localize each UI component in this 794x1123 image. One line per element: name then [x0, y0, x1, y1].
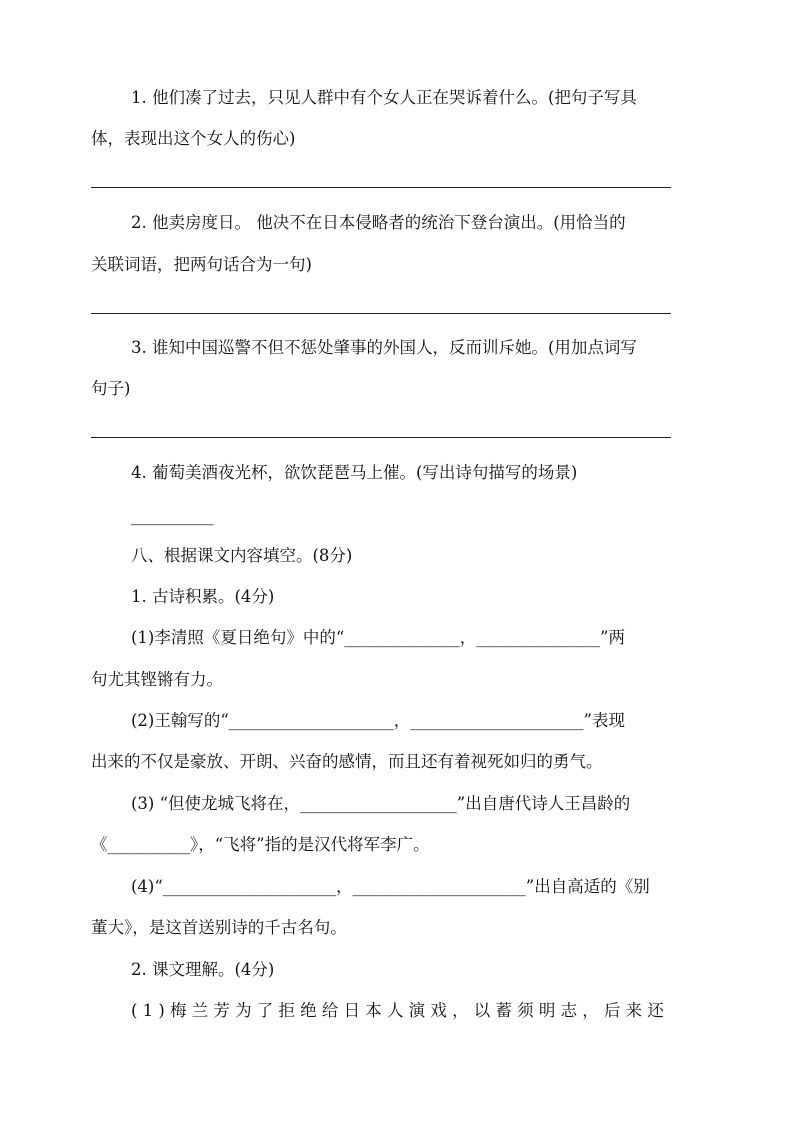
- section-8-part-2-title: 2. 课文理解。(4分): [131, 960, 275, 979]
- question-1-line-1: 1. 他们凑了过去，只见人群中有个女人正在哭诉着什么。(把句子写具: [131, 88, 637, 107]
- section-8-title: 八、根据课文内容填空。(8分): [131, 546, 353, 565]
- poem-item-2-line-1: (2)王翰写的“____________________，_____________________”表现: [131, 711, 625, 730]
- poem-item-3-line-1: (3) “但使龙城飞将在，___________________”出自唐代诗人王昌龄的: [131, 794, 631, 813]
- question-2-line-1: 2. 他卖房度日。 他决不在日本侵略者的统治下登台演出。(用恰当的: [131, 213, 626, 232]
- poem-item-2-line-2: 出来的不仅是豪放、开朗、兴奋的感情，而且还有着视死如归的勇气。: [91, 752, 603, 771]
- question-3-line-2: 句子): [91, 379, 131, 398]
- poem-item-4-line-2: 董大》，是这首送别诗的千古名句。: [91, 918, 347, 937]
- question-3-answer-line[interactable]: [91, 437, 671, 438]
- poem-item-1-line-2: 句尤其铿锵有力。: [91, 670, 223, 689]
- poem-item-1-line-1: (1)李清照《夏日绝句》中的“______________，_______________”两: [131, 628, 625, 647]
- question-3-line-1: 3. 谁知中国巡警不但不惩处肇事的外国人，反而训斥她。(用加点词写: [131, 338, 637, 357]
- question-2-answer-line[interactable]: [91, 313, 671, 314]
- comprehension-item-1-line-1: (1)梅兰芳为了拒绝给日本人演戏，以蓄须明志，后来还: [131, 1001, 670, 1020]
- question-1-line-2: 体，表现出这个女人的伤心): [91, 129, 296, 148]
- question-4-answer-blank[interactable]: __________: [131, 506, 214, 525]
- poem-item-4-line-1: (4)“_____________________，_____________________”出自高适的《别: [131, 877, 650, 896]
- question-1-answer-line[interactable]: [91, 187, 671, 188]
- poem-item-3-line-2: 《__________》，“飞将”指的是汉代将军李广。: [91, 835, 430, 854]
- section-8-part-1-title: 1. 古诗积累。(4分): [131, 587, 275, 606]
- question-4-line-1: 4. 葡萄美酒夜光杯，欲饮琵琶马上催。(写出诗句描写的场景): [131, 463, 578, 482]
- question-2-line-2: 关联词语，把两句话合为一句): [91, 255, 312, 274]
